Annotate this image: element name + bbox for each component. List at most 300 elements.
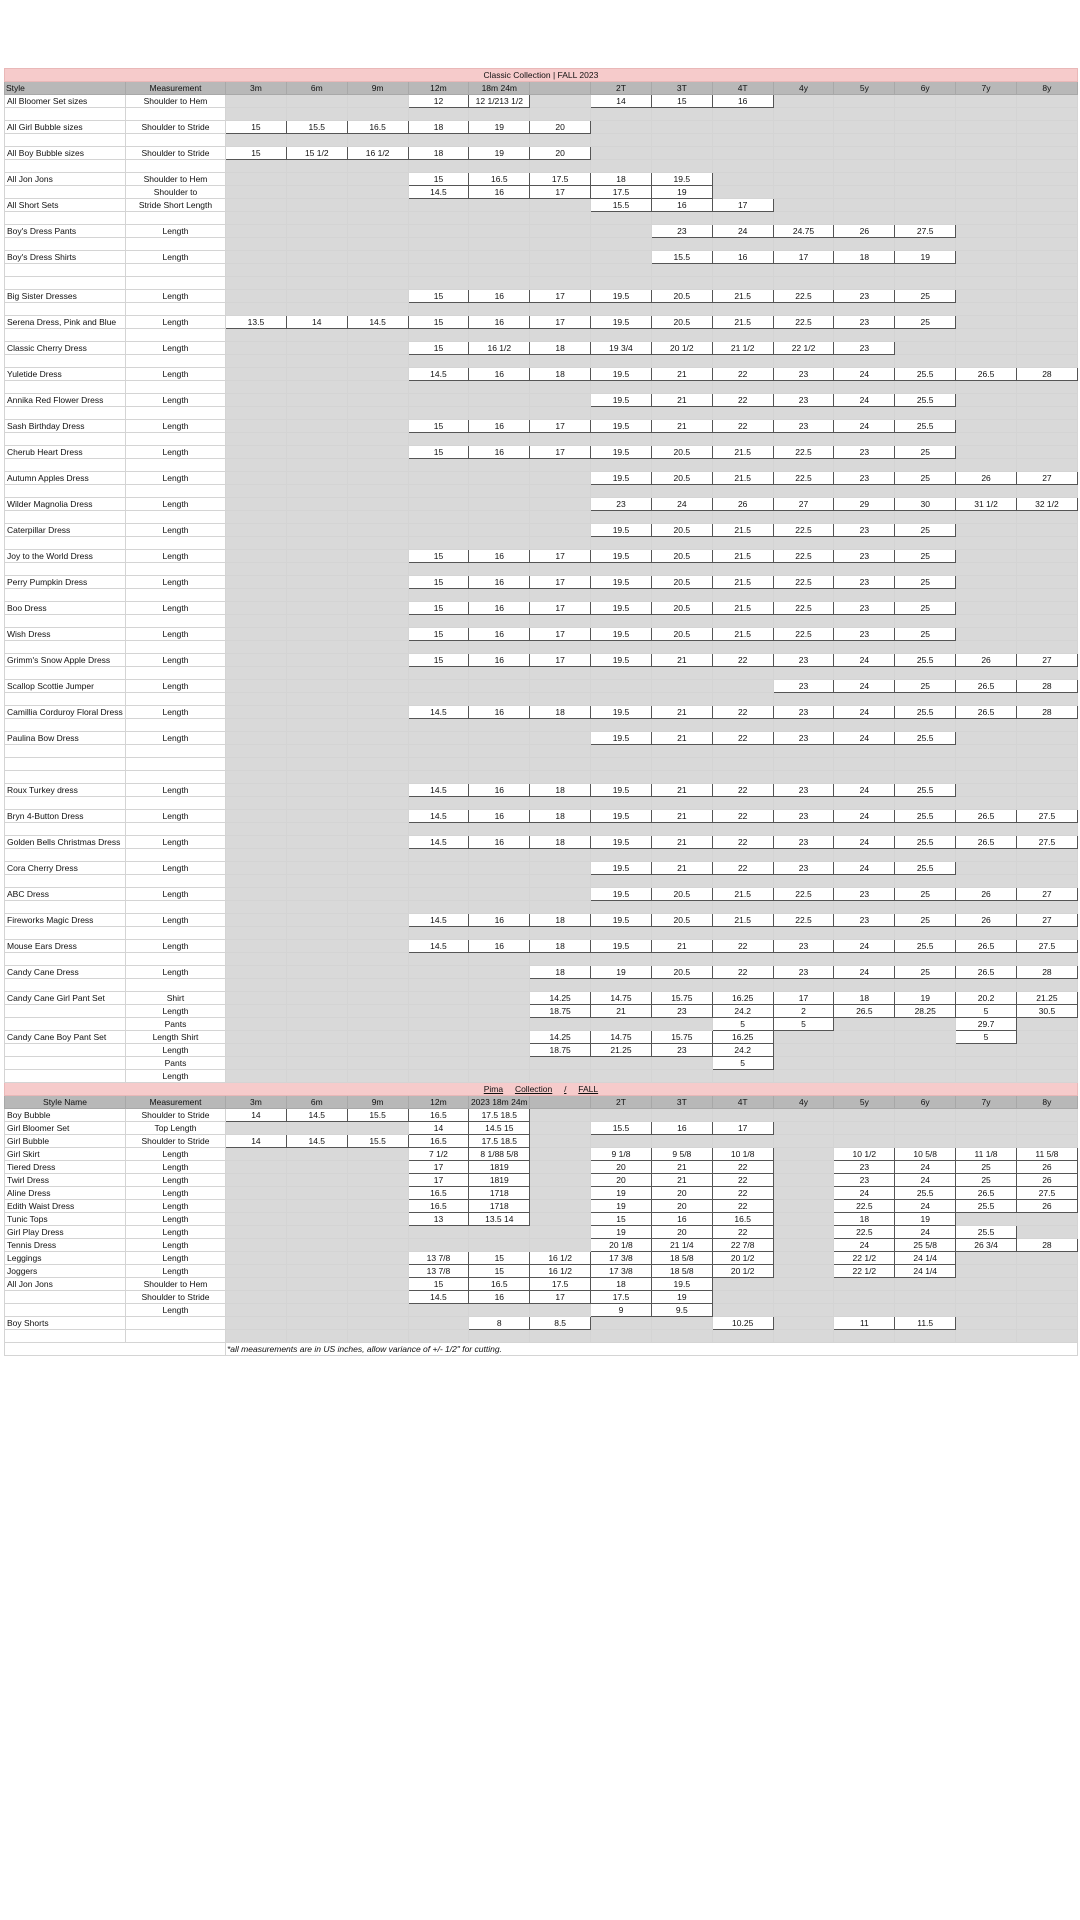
- size-value-cell: 17: [530, 654, 591, 667]
- classic-collection-title: Classic Collection | FALL 2023: [5, 69, 1078, 82]
- size-value-cell: [773, 108, 834, 121]
- size-value-cell: [834, 927, 895, 940]
- table-row: [5, 1265, 1078, 1278]
- size-value-cell: [530, 1200, 591, 1213]
- size-value-cell: [591, 745, 652, 758]
- size-value-cell: [286, 836, 347, 849]
- size-value-cell: [895, 342, 956, 355]
- size-value-cell: 23: [773, 836, 834, 849]
- table-row: [5, 901, 1078, 914]
- size-value-cell: [226, 251, 287, 264]
- size-value-cell: 14.5: [408, 1291, 469, 1304]
- size-value-cell: [956, 1070, 1017, 1083]
- table-row: [5, 303, 1078, 316]
- size-value-cell: 14: [591, 95, 652, 108]
- size-value-cell: 11.5: [895, 1317, 956, 1330]
- size-value-cell: [712, 186, 773, 199]
- size-value-cell: [956, 1252, 1017, 1265]
- size-value-cell: 24: [834, 966, 895, 979]
- size-value-cell: [469, 498, 530, 511]
- size-value-cell: [1016, 1070, 1077, 1083]
- table-row: [5, 238, 1078, 251]
- size-value-cell: [347, 459, 408, 472]
- size-value-cell: [347, 550, 408, 563]
- size-value-cell: [530, 823, 591, 836]
- size-value-cell: 25: [895, 966, 956, 979]
- style-name-cell: Girl Play Dress: [5, 1226, 126, 1239]
- size-value-cell: 25.5: [895, 1187, 956, 1200]
- size-value-cell: 17: [530, 446, 591, 459]
- size-value-cell: [408, 329, 469, 342]
- style-name-cell: All Girl Bubble sizes: [5, 121, 126, 134]
- size-value-cell: [347, 680, 408, 693]
- table-row: [5, 862, 1078, 875]
- size-value-cell: 10.25: [712, 1317, 773, 1330]
- size-value-cell: [834, 1330, 895, 1343]
- size-value-cell: [286, 446, 347, 459]
- size-value-cell: 14.5: [408, 368, 469, 381]
- size-value-cell: [226, 1304, 287, 1317]
- style-name-cell: [5, 823, 126, 836]
- size-value-cell: 24: [895, 1161, 956, 1174]
- measurement-cell: Length: [126, 628, 226, 641]
- size-value-cell: [895, 459, 956, 472]
- size-value-cell: [469, 1239, 530, 1252]
- size-value-cell: [834, 407, 895, 420]
- size-value-cell: 25.5: [895, 940, 956, 953]
- style-name-cell: [5, 264, 126, 277]
- size-value-cell: [408, 1239, 469, 1252]
- size-value-cell: [712, 121, 773, 134]
- size-value-cell: 22.5: [773, 446, 834, 459]
- size-value-cell: [956, 407, 1017, 420]
- measurement-cell: Length: [126, 576, 226, 589]
- size-value-cell: [226, 979, 287, 992]
- size-value-cell: 20 1/8: [591, 1239, 652, 1252]
- size-value-cell: [469, 524, 530, 537]
- size-value-cell: [956, 875, 1017, 888]
- size-value-cell: [712, 1109, 773, 1122]
- size-value-cell: [469, 134, 530, 147]
- size-value-cell: [956, 1265, 1017, 1278]
- style-name-cell: [5, 511, 126, 524]
- size-value-cell: [408, 485, 469, 498]
- size-value-cell: [408, 264, 469, 277]
- size-value-cell: [773, 537, 834, 550]
- size-value-cell: [347, 576, 408, 589]
- size-value-cell: [591, 459, 652, 472]
- size-value-cell: [773, 1135, 834, 1148]
- size-value-cell: 22.5: [773, 550, 834, 563]
- size-value-cell: [834, 1109, 895, 1122]
- style-name-cell: [5, 1291, 126, 1304]
- size-value-cell: [408, 615, 469, 628]
- size-value-cell: [895, 1291, 956, 1304]
- size-value-cell: [773, 355, 834, 368]
- size-value-cell: 1819: [469, 1174, 530, 1187]
- style-name-cell: [5, 1330, 126, 1343]
- size-value-cell: [773, 433, 834, 446]
- size-value-cell: 23: [773, 654, 834, 667]
- size-value-cell: [834, 433, 895, 446]
- measurement-cell: Length: [126, 472, 226, 485]
- size-value-cell: [591, 667, 652, 680]
- size-value-cell: [469, 901, 530, 914]
- size-value-cell: [347, 290, 408, 303]
- size-value-cell: [834, 1278, 895, 1291]
- size-value-cell: [286, 797, 347, 810]
- size-value-cell: [226, 641, 287, 654]
- size-value-cell: [591, 225, 652, 238]
- classic-header-cell: 3T: [651, 82, 712, 95]
- size-value-cell: [347, 1044, 408, 1057]
- size-value-cell: 23: [773, 680, 834, 693]
- size-value-cell: 22: [712, 732, 773, 745]
- size-value-cell: [591, 953, 652, 966]
- measurement-cell: Length Shirt: [126, 1031, 226, 1044]
- size-value-cell: [1016, 433, 1077, 446]
- size-value-cell: [1016, 1252, 1077, 1265]
- size-value-cell: [286, 524, 347, 537]
- size-value-cell: 18: [530, 966, 591, 979]
- size-value-cell: [1016, 238, 1077, 251]
- size-value-cell: [226, 134, 287, 147]
- size-value-cell: [530, 862, 591, 875]
- size-value-cell: [286, 329, 347, 342]
- size-value-cell: 26.5: [956, 940, 1017, 953]
- pima-header-cell: [530, 1096, 591, 1109]
- style-name-cell: ABC Dress: [5, 888, 126, 901]
- size-value-cell: [1016, 1317, 1077, 1330]
- size-value-cell: 13 7/8: [408, 1252, 469, 1265]
- size-value-cell: [347, 485, 408, 498]
- size-value-cell: [226, 966, 287, 979]
- table-row: [5, 589, 1078, 602]
- style-name-cell: Paulina Bow Dress: [5, 732, 126, 745]
- table-row: [5, 693, 1078, 706]
- size-value-cell: [530, 589, 591, 602]
- size-value-cell: [347, 810, 408, 823]
- size-value-cell: 23: [773, 940, 834, 953]
- size-value-cell: 24: [895, 1226, 956, 1239]
- size-value-cell: [591, 329, 652, 342]
- size-value-cell: 24 1/4: [895, 1252, 956, 1265]
- size-value-cell: [591, 251, 652, 264]
- size-value-cell: 19.5: [591, 446, 652, 459]
- size-value-cell: [1016, 1330, 1077, 1343]
- style-name-cell: Scallop Scottie Jumper: [5, 680, 126, 693]
- classic-header-cell: 4y: [773, 82, 834, 95]
- size-value-cell: [408, 771, 469, 784]
- measurement-cell: Shoulder to Stride: [126, 1135, 226, 1148]
- size-value-cell: [712, 1070, 773, 1083]
- table-row: [5, 1200, 1078, 1213]
- size-value-cell: 15: [408, 316, 469, 329]
- measurement-cell: Length: [126, 446, 226, 459]
- size-value-cell: [591, 875, 652, 888]
- size-value-cell: [226, 589, 287, 602]
- size-value-cell: [347, 927, 408, 940]
- size-value-cell: [712, 771, 773, 784]
- size-value-cell: [408, 199, 469, 212]
- size-value-cell: [773, 1161, 834, 1174]
- size-value-cell: 23: [773, 966, 834, 979]
- measurement-cell: Pants: [126, 1018, 226, 1031]
- measurement-cell: Length: [126, 290, 226, 303]
- pima-header-row: [5, 1096, 1078, 1109]
- size-value-cell: 15.5: [591, 199, 652, 212]
- size-value-cell: 21: [651, 394, 712, 407]
- size-value-cell: [712, 134, 773, 147]
- size-value-cell: 16.5: [408, 1200, 469, 1213]
- size-value-cell: [712, 901, 773, 914]
- size-value-cell: [347, 511, 408, 524]
- size-value-cell: 16 1/2: [530, 1252, 591, 1265]
- size-value-cell: 30: [895, 498, 956, 511]
- size-value-cell: [834, 979, 895, 992]
- size-value-cell: [408, 849, 469, 862]
- size-value-cell: [773, 1265, 834, 1278]
- measurement-cell: [126, 927, 226, 940]
- size-value-cell: [773, 381, 834, 394]
- size-value-cell: 23: [651, 1044, 712, 1057]
- size-value-cell: 23: [773, 810, 834, 823]
- size-value-cell: [895, 615, 956, 628]
- size-value-cell: [226, 212, 287, 225]
- size-value-cell: [773, 979, 834, 992]
- size-value-cell: [226, 953, 287, 966]
- pima-header-cell: 4y: [773, 1096, 834, 1109]
- size-value-cell: [1016, 823, 1077, 836]
- measurement-cell: Shirt: [126, 992, 226, 1005]
- size-value-cell: [895, 238, 956, 251]
- size-value-cell: [773, 134, 834, 147]
- size-value-cell: [530, 1226, 591, 1239]
- size-value-cell: [347, 1239, 408, 1252]
- size-value-cell: 19: [591, 1226, 652, 1239]
- size-value-cell: [1016, 758, 1077, 771]
- size-value-cell: [956, 602, 1017, 615]
- size-value-cell: [773, 771, 834, 784]
- size-value-cell: [347, 407, 408, 420]
- size-value-cell: [1016, 693, 1077, 706]
- size-value-cell: [347, 1187, 408, 1200]
- table-row: [5, 472, 1078, 485]
- size-value-cell: 15.5: [347, 1135, 408, 1148]
- measurement-cell: [126, 823, 226, 836]
- size-value-cell: 8 1/88 5/8: [469, 1148, 530, 1161]
- size-value-cell: 23: [651, 1005, 712, 1018]
- size-value-cell: [530, 329, 591, 342]
- measurement-cell: [126, 641, 226, 654]
- size-value-cell: [530, 199, 591, 212]
- size-value-cell: [1016, 537, 1077, 550]
- size-value-cell: [773, 1057, 834, 1070]
- size-value-cell: [530, 277, 591, 290]
- table-row: [5, 888, 1078, 901]
- table-row: [5, 966, 1078, 979]
- size-value-cell: 16: [469, 576, 530, 589]
- size-value-cell: [895, 849, 956, 862]
- size-value-cell: [226, 875, 287, 888]
- size-value-cell: [408, 212, 469, 225]
- size-value-cell: [895, 173, 956, 186]
- size-value-cell: [895, 953, 956, 966]
- size-value-cell: 23: [834, 1174, 895, 1187]
- size-value-cell: [469, 459, 530, 472]
- size-value-cell: 18: [834, 1213, 895, 1226]
- measurement-cell: [126, 693, 226, 706]
- size-value-cell: 19: [895, 992, 956, 1005]
- style-name-cell: [5, 771, 126, 784]
- size-value-cell: 26: [956, 472, 1017, 485]
- pima-title-separator: /: [564, 1084, 567, 1094]
- size-value-cell: [226, 303, 287, 316]
- size-value-cell: [530, 1304, 591, 1317]
- size-value-cell: [286, 433, 347, 446]
- size-value-cell: 27: [1016, 654, 1077, 667]
- measurement-cell: Shoulder to Hem: [126, 1278, 226, 1291]
- size-value-cell: [712, 693, 773, 706]
- size-value-cell: [956, 381, 1017, 394]
- style-name-cell: [5, 485, 126, 498]
- size-value-cell: 21.5: [712, 550, 773, 563]
- pima-collection-title-row: [5, 1083, 1078, 1096]
- size-value-cell: [956, 719, 1017, 732]
- size-value-cell: [956, 1278, 1017, 1291]
- size-value-cell: 16: [469, 914, 530, 927]
- classic-header-cell: 4T: [712, 82, 773, 95]
- size-value-cell: 16: [651, 199, 712, 212]
- size-value-cell: [469, 381, 530, 394]
- size-value-cell: [895, 1135, 956, 1148]
- size-value-cell: [591, 147, 652, 160]
- size-value-cell: 28: [1016, 368, 1077, 381]
- size-value-cell: [712, 108, 773, 121]
- size-value-cell: [591, 537, 652, 550]
- size-value-cell: 25: [895, 472, 956, 485]
- size-value-cell: 19.5: [591, 394, 652, 407]
- size-value-cell: [408, 888, 469, 901]
- size-value-cell: [895, 771, 956, 784]
- size-value-cell: [651, 680, 712, 693]
- pima-header-cell: 7y: [956, 1096, 1017, 1109]
- size-value-cell: [773, 667, 834, 680]
- size-value-cell: [408, 472, 469, 485]
- measurement-cell: Length: [126, 1070, 226, 1083]
- size-value-cell: [408, 1031, 469, 1044]
- size-value-cell: [286, 485, 347, 498]
- size-value-cell: 16: [469, 1291, 530, 1304]
- size-value-cell: [651, 212, 712, 225]
- size-value-cell: 15 1/2: [286, 147, 347, 160]
- size-value-cell: [226, 238, 287, 251]
- size-value-cell: 15: [408, 290, 469, 303]
- size-value-cell: [530, 797, 591, 810]
- size-value-cell: [773, 1187, 834, 1200]
- table-row: [5, 355, 1078, 368]
- size-value-cell: [226, 823, 287, 836]
- size-value-cell: [591, 641, 652, 654]
- size-value-cell: [956, 225, 1017, 238]
- measurement-cell: [126, 355, 226, 368]
- size-value-cell: [226, 1161, 287, 1174]
- size-value-cell: 14.5: [408, 706, 469, 719]
- size-value-cell: [286, 615, 347, 628]
- size-value-cell: [712, 160, 773, 173]
- size-value-cell: 27: [1016, 472, 1077, 485]
- size-value-cell: 26: [956, 654, 1017, 667]
- size-value-cell: [651, 1330, 712, 1343]
- size-value-cell: [1016, 407, 1077, 420]
- size-value-cell: [226, 914, 287, 927]
- size-value-cell: 15: [408, 342, 469, 355]
- size-value-cell: [956, 147, 1017, 160]
- size-value-cell: [895, 329, 956, 342]
- size-value-cell: 21 1/2: [712, 342, 773, 355]
- size-value-cell: [530, 901, 591, 914]
- size-value-cell: 22.5: [773, 914, 834, 927]
- size-value-cell: 19.5: [591, 576, 652, 589]
- size-value-cell: [347, 693, 408, 706]
- measurement-cell: [126, 264, 226, 277]
- table-row: [5, 199, 1078, 212]
- size-value-cell: 24: [834, 394, 895, 407]
- size-value-cell: [591, 693, 652, 706]
- style-name-cell: Candy Cane Dress: [5, 966, 126, 979]
- size-value-cell: [226, 771, 287, 784]
- size-value-cell: [834, 485, 895, 498]
- table-row: [5, 1018, 1078, 1031]
- measurement-cell: [126, 1330, 226, 1343]
- size-value-cell: [956, 459, 1017, 472]
- size-value-cell: [286, 238, 347, 251]
- size-value-cell: 18: [530, 342, 591, 355]
- style-name-cell: Aline Dress: [5, 1187, 126, 1200]
- size-value-cell: [1016, 303, 1077, 316]
- size-value-cell: [226, 329, 287, 342]
- size-value-cell: [895, 693, 956, 706]
- table-row: [5, 108, 1078, 121]
- size-value-cell: 25: [895, 524, 956, 537]
- size-value-cell: [651, 459, 712, 472]
- measurement-cell: [126, 758, 226, 771]
- size-value-cell: [226, 225, 287, 238]
- size-value-cell: [591, 407, 652, 420]
- size-value-cell: [226, 407, 287, 420]
- size-value-cell: 22: [712, 1174, 773, 1187]
- size-value-cell: 15: [408, 602, 469, 615]
- size-value-cell: [469, 979, 530, 992]
- measurement-cell: [126, 979, 226, 992]
- measurement-cell: [126, 537, 226, 550]
- size-value-cell: [347, 1317, 408, 1330]
- size-value-cell: 5: [956, 1031, 1017, 1044]
- size-value-cell: 18.75: [530, 1044, 591, 1057]
- size-value-cell: [651, 134, 712, 147]
- table-row: [5, 95, 1078, 108]
- classic-header-cell: 7y: [956, 82, 1017, 95]
- size-value-cell: [286, 563, 347, 576]
- style-name-cell: Wish Dress: [5, 628, 126, 641]
- size-value-cell: 19.5: [591, 940, 652, 953]
- size-value-cell: [226, 472, 287, 485]
- size-value-cell: [895, 433, 956, 446]
- size-value-cell: [226, 95, 287, 108]
- size-value-cell: [834, 563, 895, 576]
- measurement-cell: Length: [126, 1005, 226, 1018]
- style-name-cell: [5, 615, 126, 628]
